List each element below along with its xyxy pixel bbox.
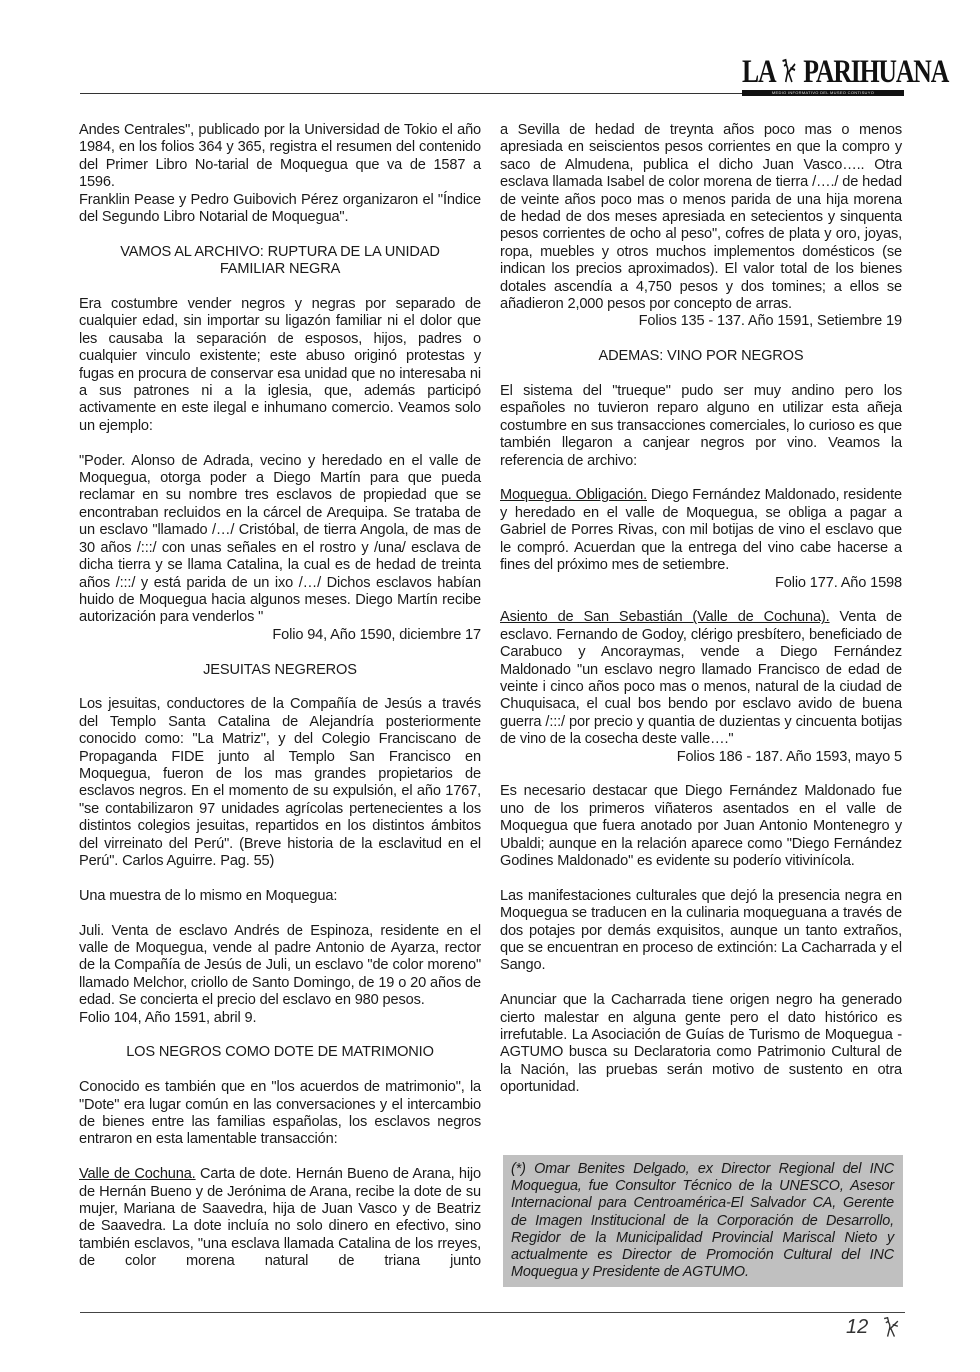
masthead-logo: LA PARIHUANA MEDIO INFORMATIVO DEL MUSEO CONTISUYO (742, 54, 949, 95)
paragraph: Una muestra de lo mismo en Moquegua: (79, 887, 338, 904)
paragraph: Las manifestaciones culturales que dejó la presencia negra en Moquegua se traducen en la culinaria moqueguana a través de dos potajes por demás exquisitos, aunque un tanto extraños, que se encuentran en proceso de extinción: La Cacharrada y el Sango. (500, 887, 902, 974)
archive-reference: Folio 177. Año 1598 (775, 574, 902, 591)
paragraph: Era costumbre vender negros y negras por separado de cualquier edad, sin importar su ligazón familiar ni el dolor que les causaba la separación de esposos, hijos, padres o cualquier vinculo existente; este abuso originó protestas y fugas en procura de conservar esa unidad que no interesaba ni a sus patrones ni a la iglesia, que, además participó activamente en este ilegal e inhumano comercio. Veamos solo un ejemplo: (79, 296, 481, 434)
paragraph: Franklin Pease y Pedro Guibovich Pérez organizaron el "Índice del Segundo Libro Notarial de Moquegua". (79, 191, 481, 226)
left-column (79, 122, 481, 1288)
author-note: (*) Omar Benites Delgado, ex Director Regional del INC Moquegua, fue Consultor Técnico de la UNESCO, Asesor Internacional para Centroamérica-El Salvador CA, Gerente de Imagen Institucional de la Corporación de Desarrollo, Regidor de la Municipalidad Provincial Mariscal Nieto y actualmente es Director de Promoción Cultural del INC Moquegua y Presidente de AGTUMO. (503, 1155, 903, 1287)
logo-tagline: MEDIO INFORMATIVO DEL MUSEO CONTISUYO (742, 90, 904, 96)
paragraph: Es necesario destacar que Diego Fernández Maldonado fue uno de los primeros viñateros asentados en el valle de Moquegua que fuera anotado por Juan Antonio Montenegro y Ubaldi; aunque en la relación aparece como "Diego Fernández Godines Maldonado" es evidente su poderío vitivinícola. (500, 783, 902, 869)
paragraph: Conocido es también que en "los acuerdos de matrimonio", la "Dote" era lugar común en las conversaciones y el intercambio de bienes entre las familias españolas, los esclavos negros entraron en esta lamentable transacción: (79, 1079, 481, 1148)
parihuana-bird-icon (880, 1316, 902, 1340)
section-heading: JESUITAS NEGREROS (203, 661, 357, 678)
entry-lead: Valle de Cochuna. (79, 1166, 196, 1183)
paragraph: Los jesuitas, conductores de la Compañía de Jesús a través del Templo Santa Catalina de Alejandría posteriormente conocido como: "La Matriz", y del Colegio Franciscano de Propaganda FIDE junto al Templo San Francisco en Moquegua, fueron de los mas grandes propietarios de esclavos negros. En el momento de su expulsión, el año 1767, "se contabilizaron 97 unidades agrícolas pertenecientes a los distintos colegios jesuitas, repartidos en los distintos ámbitos del virreinato del Perú". (Breve historia de la esclavitud en el Perú". Carlos Aguirre. Pag. 55) (79, 696, 481, 869)
paragraph: Moquegua. Obligación. Diego Fernández Maldonado, residente y heredado en el valle de Moquegua, se obliga a pagar a Gabriel de Porres Rivas, con mil botijas de vino el esclavo que le compró. Acuerdan que la entrega del vino cabe hacerse a fines del próximo mes de setiembre. (500, 487, 902, 574)
footer-rule (80, 1312, 905, 1313)
quote-paragraph: "Poder. Alonso de Adrada, vecino y heredado en el valle de Moquegua, otorga poder a Diego Martín para que pueda reclamar en su nombre tres esclavos de propiedad que se encontraban recluidos en la cárcel de Arequipa. Se trataba de un esclavo "llamado /…/ Cristóbal, de tierra Angola, de mas de 30 años /:::/ con unas señales en el rostro y /una/ esclava de dicha tierra y se llama Catalina, la cual es de hedad de treinta años /:::/ y está parida de un ixo /…/ Dichos esclavos habían huido de Moquegua hacia algunos meses. Diego Martín recibe autorización para venderlos " (79, 452, 481, 626)
right-column (500, 122, 902, 1114)
page-number: 12 (846, 1316, 869, 1338)
paragraph: Anunciar que la Cacharrada tiene origen negro ha generado cierto malestar en alguna gente pero el dato histórico es irrefutable. La Asociación de Guías de Turismo de Moquegua - AGTUMO busca su Declaratoria como Patrimonio Cultural de la Nación, las pruebas serán motivo de sustento en otra oportunidad. (500, 992, 902, 1096)
header-rule (80, 93, 742, 94)
archive-reference: Folio 104, Año 1591, abril 9. (79, 1009, 257, 1026)
paragraph: Andes Centrales", publicado por la Universidad de Tokio el año 1984, en los folios 364 y 365, registra el resumen del contenido del Primer Libro No-tarial de Moquegua que va de 1587 a 1596. (79, 122, 481, 191)
paragraph: a Sevilla de hedad de treynta años poco mas o menos apresiada en seiscientos pesos corrientes en que la compro y saco de Almudena, publica el dicho Juan Vasco….. Otra esclava llamada Isabel de color morena de tierra /…./ de hedad de veinte años poco mas o menos parida de una hija morena de hedad de dos meses apresiada en setecientos y sinquenta pesos corrientes de ocho al peso", cofres de plata y oro, joyas, ropa, muebles y otros muchos implementos domésticos (se indican los precios aproximados). El valor total de los bienes dotales ascendía a 4,750 pesos y dos tomines; a ellos se añadieron 2,000 pesos por concepto de arras. (500, 122, 902, 313)
entry-lead: Asiento de San Sebastián (Valle de Cochuna). (500, 609, 830, 626)
section-heading: LOS NEGROS COMO DOTE DE MATRIMONIO (126, 1044, 434, 1061)
parihuana-bird-icon (779, 58, 798, 86)
entry-lead: Moquegua. Obligación. (500, 487, 647, 504)
archive-reference: Folio 94, Año 1590, diciembre 17 (272, 626, 481, 643)
paragraph: El sistema del "trueque" pudo ser muy andino pero los españoles no tuvieron reparo alguno en utilizar esta añeja costumbre en sus transacciones comerciales, lo curioso es que también llegaron a canjear negros por vino. Veamos la referencia de archivo: (500, 383, 902, 469)
paragraph: Juli. Venta de esclavo Andrés de Espinoza, residente en el valle de Moquegua, vende al padre Antonio de Ayarza, rector de la Compañía de Jesús de Juli, un esclavo "de color moreno" llamado Melchor, criollo de Santo Domingo, de 19 o 20 años de edad. Se concierta el precio del esclavo en 980 pesos. (79, 922, 481, 1009)
paragraph: Asiento de San Sebastián (Valle de Cochuna). Venta de esclavo. Fernando de Godoy, clérigo presbítero, beneficiado de Carabuco y Ancoraymas, vende a Diego Fernández Maldonado "un esclavo negro llamado Francisco de edad de veinte i cinco años poco mas o menos, natural de la ciudad de Chuquisaca, el cual bos bendo por esclavo avido de buena guerra /:::/ por precio y quantia de duzientas y cincuenta botijas de vino de la cosecha deste valle…." (500, 609, 902, 748)
paragraph: Valle de Cochuna. Carta de dote. Hernán Bueno de Arana, hijo de Hernán Bueno y de Jerónima de Arana, recibe la dote de su mujer, Mariana de Saavedra, hija de Juan Vasco y de Beatriz de Saavedra. La dote incluía no solo dinero en efectivo, sino también esclavos, "una esclava llamada Catalina de los rreyes, de color morena natural de triana junto (79, 1166, 481, 1270)
section-heading: VAMOS AL ARCHIVO: RUPTURA DE LA UNIDAD FAMILIAR NEGRA (120, 243, 440, 278)
archive-reference: Folios 186 - 187. Año 1593, mayo 5 (676, 748, 902, 765)
archive-reference: Folios 135 - 137. Año 1591, Setiembre 19 (638, 313, 902, 330)
section-heading: ADEMAS: VINO POR NEGROS (598, 348, 804, 365)
